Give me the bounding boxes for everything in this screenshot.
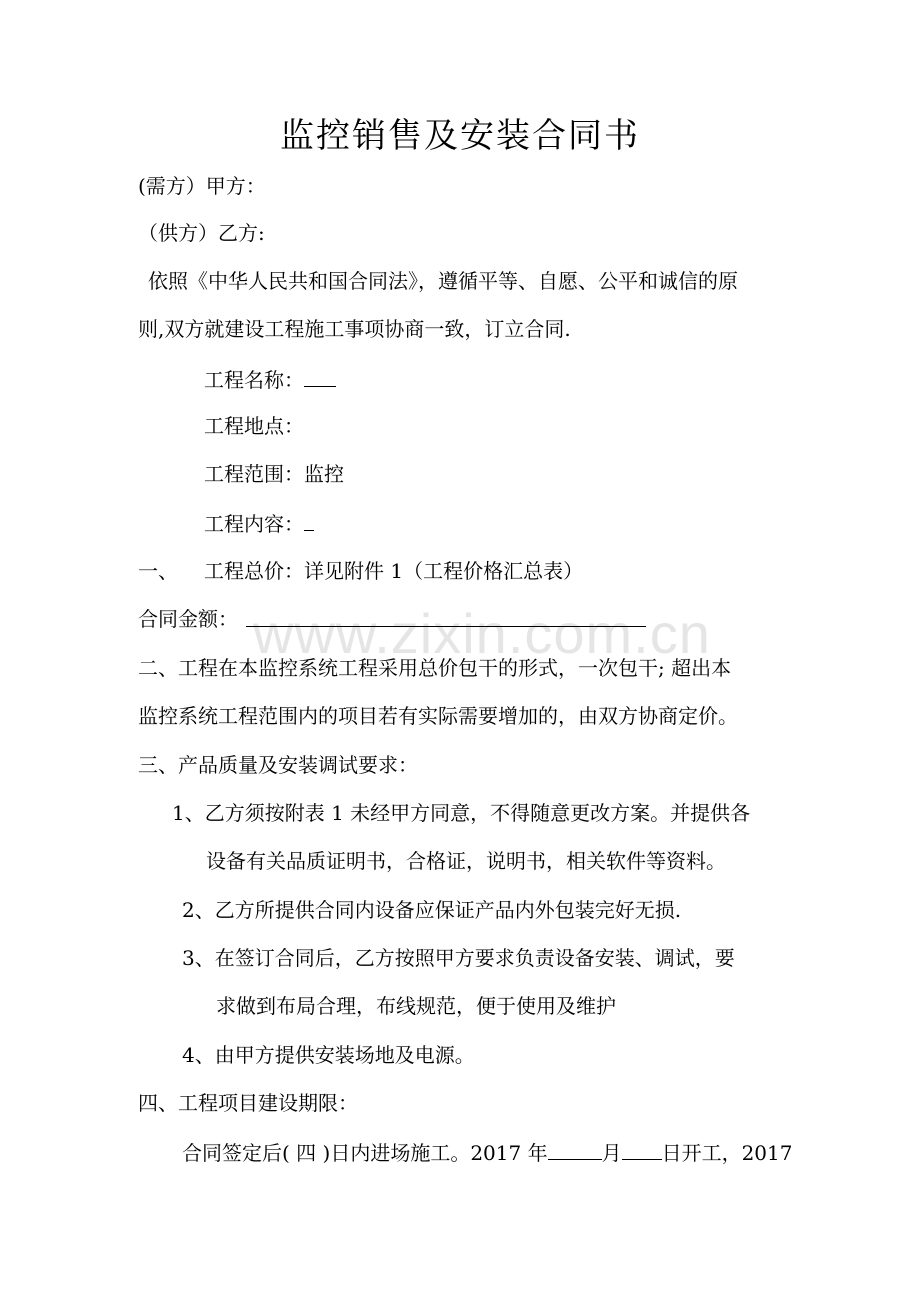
project-content-line bbox=[204, 508, 314, 538]
period-text-b: 月 bbox=[601, 1141, 622, 1165]
section-3-heading: 三、产品质量及安装调试要求： bbox=[138, 753, 418, 777]
period-text-c: 日开工，2017 bbox=[661, 1141, 793, 1165]
item-4: 4、由甲方提供安装场地及电源。 bbox=[182, 1043, 475, 1067]
period-text-a: 合同签定后( 四 )日内进场施工。2017 年 bbox=[182, 1141, 548, 1165]
contract-amount-label: 合同金额： bbox=[138, 607, 238, 631]
section-1-text: 工程总价：详见附件 1（工程价格汇总表） bbox=[204, 559, 584, 583]
item-3-line-2: 求做到布局合理，布线规范，便于使用及维护 bbox=[216, 994, 616, 1018]
project-name-line bbox=[204, 364, 336, 394]
intro-line-1: 依照《中华人民共和国合同法》，遵循平等、自愿、公平和诚信的原 bbox=[148, 269, 738, 293]
contract-amount-blank bbox=[246, 626, 646, 627]
project-content-blank bbox=[304, 508, 314, 531]
item-2: 2、乙方所提供合同内设备应保证产品内外包装完好无损. bbox=[182, 898, 682, 922]
section-4-heading: 四、工程项目建设期限： bbox=[138, 1091, 358, 1115]
item-1-line-1: 1、乙方须按附表 1 未经甲方同意，不得随意更改方案。并提供各 bbox=[172, 801, 751, 825]
document-title: 监控销售及安装合同书 bbox=[280, 116, 640, 156]
party-a-line: (需方）甲方： bbox=[138, 174, 266, 198]
project-name-blank bbox=[304, 364, 336, 387]
item-1-line-2: 设备有关品质证明书，合格证，说明书，相关软件等资料。 bbox=[206, 849, 726, 873]
month-blank bbox=[548, 1137, 602, 1160]
project-location-line: 工程地点： bbox=[204, 414, 304, 438]
section-1-number: 一、 bbox=[138, 559, 178, 583]
construction-period-line bbox=[182, 1137, 792, 1167]
project-content-label: 工程内容： bbox=[204, 512, 304, 536]
party-b-line: （供方）乙方: bbox=[138, 221, 265, 245]
project-name-label: 工程名称： bbox=[204, 368, 304, 392]
day-blank bbox=[622, 1137, 662, 1160]
item-3-line-1: 3、在签订合同后，乙方按照甲方要求负责设备安装、调试，要 bbox=[182, 946, 735, 970]
watermark: www.zixin.com.cn bbox=[253, 602, 711, 665]
section-2-line-1: 二、工程在本监控系统工程采用总价包干的形式，一次包干; 超出本 bbox=[138, 656, 732, 680]
project-scope-line: 工程范围：监控 bbox=[204, 462, 344, 486]
section-2-line-2: 监控系统工程范围内的项目若有实际需要增加的，由双方协商定价。 bbox=[138, 704, 738, 728]
intro-line-2: 则,双方就建设工程施工事项协商一致，订立合同. bbox=[138, 317, 571, 341]
